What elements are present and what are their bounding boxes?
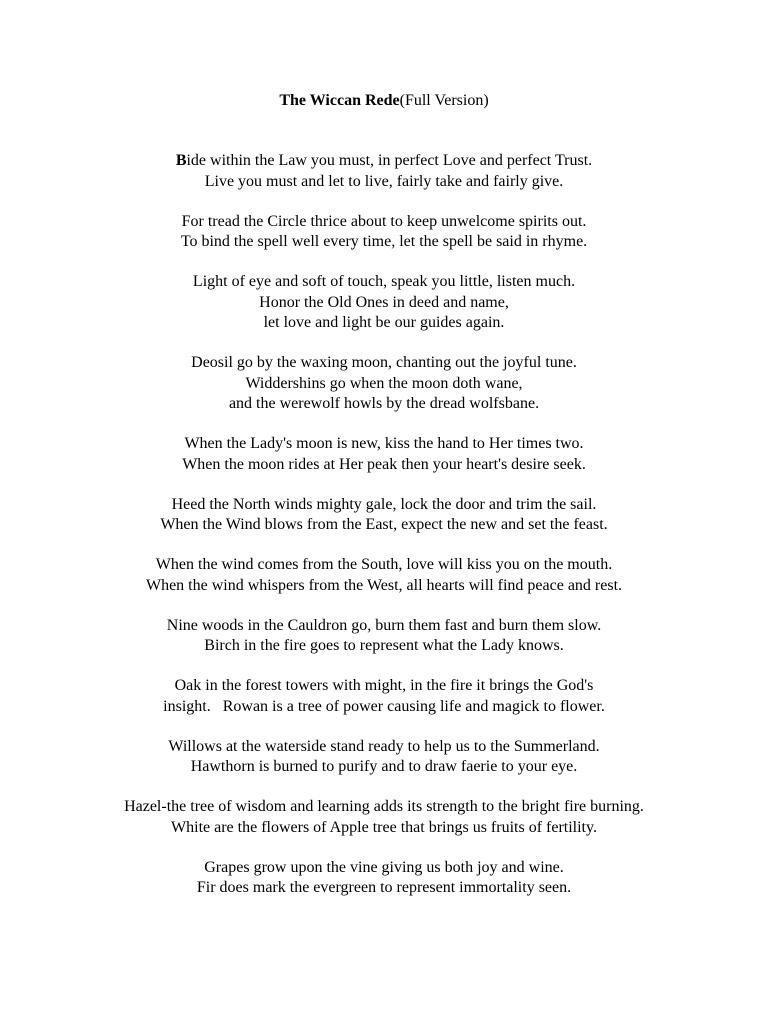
poem-line: and the werewolf howls by the dread wolfsbane.	[228, 395, 540, 412]
poem-stanza-1	[0, 151, 768, 192]
document-title-subtitle: (Full Version)	[399, 92, 489, 109]
poem-line: Hawthorn is burned to purify and to draw faerie to your eye.	[190, 758, 578, 775]
drop-initial-letter: B	[175, 152, 187, 169]
poem-line: Willows at the waterside stand ready to help us to the Summerland.	[168, 737, 600, 755]
poem-line: Birch in the fire goes to represent what the Lady knows.	[204, 637, 564, 654]
poem-line: Fir does mark the evergreen to represent immortality seen.	[196, 879, 572, 896]
poem-line: Hazel-the tree of wisdom and learning adds its strength to the bright fire burning.	[124, 798, 644, 815]
poem-stanza-3	[0, 272, 768, 334]
poem-line-text: ide within the Law you must, in perfect Love and perfect Trust.	[186, 152, 593, 169]
poem-stanza-2	[0, 212, 768, 253]
poem-line: White are the flowers of Apple tree that brings us fruits of fertility.	[171, 818, 597, 836]
poem-stanza-9	[0, 676, 768, 717]
poem-stanza-12	[0, 858, 768, 899]
poem-line: When the Wind blows from the East, expect the new and set the feast.	[160, 516, 608, 533]
poem-line: Oak in the forest towers with might, in the fire it brings the God's	[174, 677, 594, 694]
poem-line: To bind the spell well every time, let the spell be said in rhyme.	[180, 233, 588, 250]
poem-line: Honor the Old Ones in deed and name,	[259, 293, 509, 311]
poem-stanza-10	[0, 737, 768, 778]
poem-line	[0, 151, 768, 172]
poem-stanza-8	[0, 616, 768, 657]
poem-stanza-7	[0, 555, 768, 596]
poem-line: When the wind whispers from the West, all hearts will find peace and rest.	[145, 576, 623, 594]
poem-line: let love and light be our guides again.	[263, 314, 505, 331]
document-title-bold: The Wiccan Rede	[279, 92, 400, 109]
poem-line: Light of eye and soft of touch, speak you little, listen much.	[192, 273, 576, 290]
poem-line: When the Lady's moon is new, kiss the hand to Her times two.	[184, 435, 584, 452]
poem-line: When the wind comes from the South, love will kiss you on the mouth.	[155, 556, 613, 573]
document-title	[0, 91, 768, 111]
poem-line: Grapes grow upon the vine giving us both joy and wine.	[204, 858, 564, 876]
poem-line: Widdershins go when the moon doth wane,	[245, 374, 523, 392]
poem-stanza-11	[0, 797, 768, 838]
poem-stanza-4	[0, 353, 768, 415]
poem-line: Deosil go by the waxing moon, chanting out the joyful tune.	[191, 354, 577, 371]
poem-line: Nine woods in the Cauldron go, burn them fast and burn them slow.	[166, 616, 602, 634]
poem-stanza-6	[0, 495, 768, 536]
poem-stanza-5	[0, 434, 768, 475]
poem-body	[0, 151, 768, 918]
poem-line: When the moon rides at Her peak then your heart's desire seek.	[182, 455, 586, 473]
poem-line: Heed the North winds mighty gale, lock the door and trim the sail.	[171, 495, 597, 513]
poem-line: For tread the Circle thrice about to keep unwelcome spirits out.	[181, 212, 587, 230]
poem-line: insight. Rowan is a tree of power causing life and magick to flower.	[163, 697, 605, 715]
poem-line: Live you must and let to live, fairly take and fairly give.	[204, 172, 564, 190]
